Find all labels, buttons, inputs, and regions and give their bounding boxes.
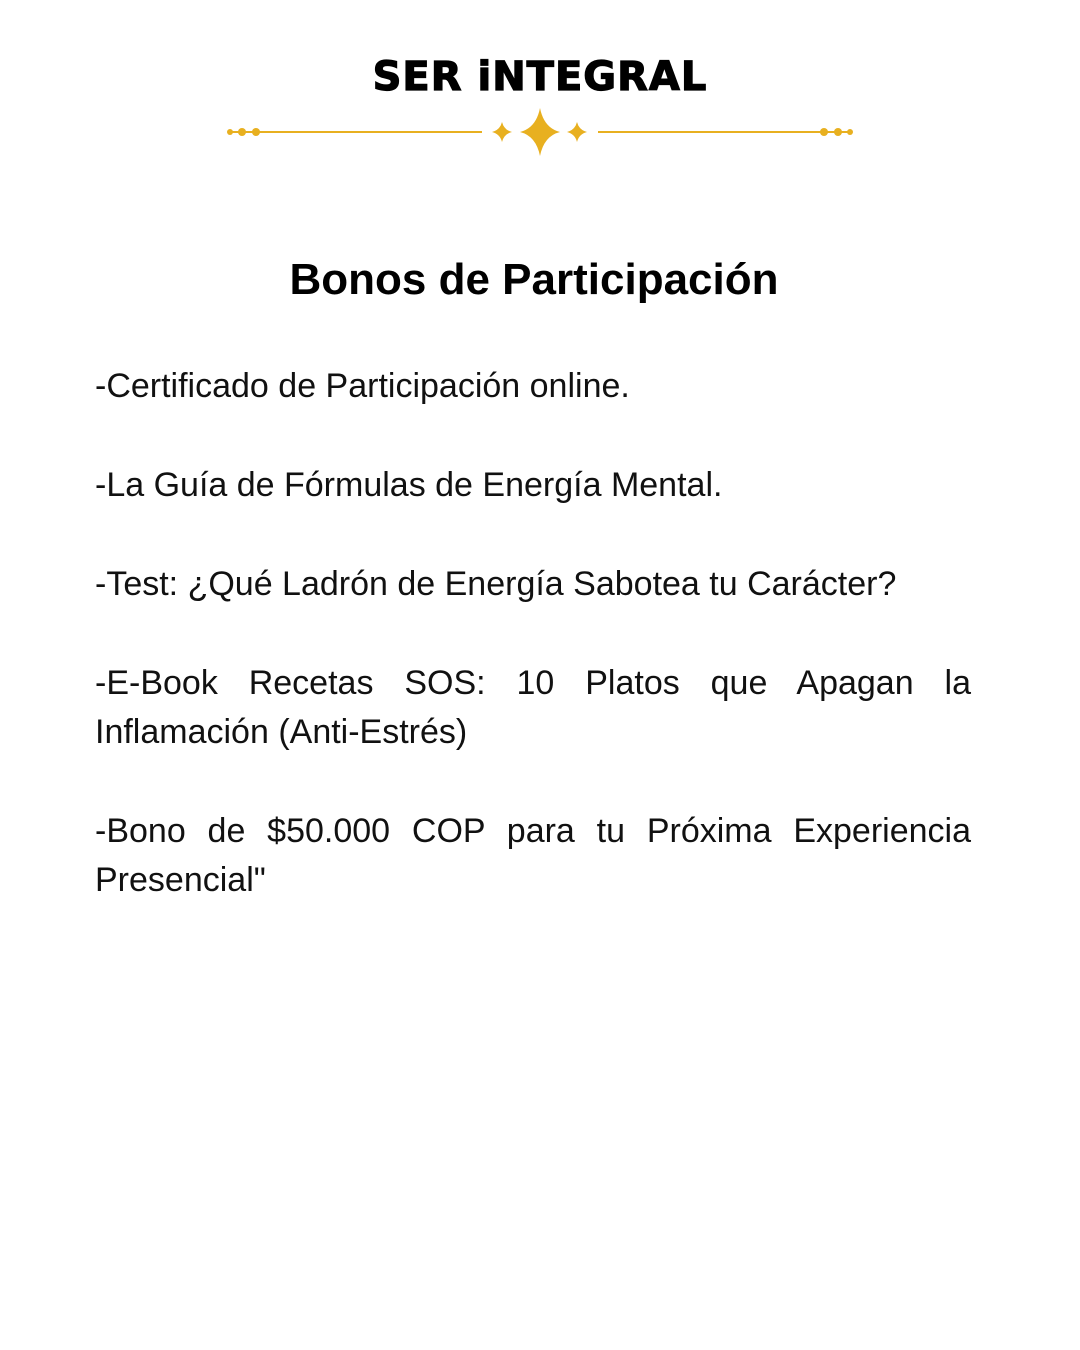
bonus-item-test: -Test: ¿Qué Ladrón de Energía Sabotea tu Carácter? xyxy=(95,565,897,603)
bonus-item-voucher: -Bono de $50.000 COP para tu Próxima Experiencia Presencial" xyxy=(95,812,971,899)
bonus-item-certificate: -Certificado de Participación online. xyxy=(95,367,630,405)
bonus-item-guide: -La Guía de Fórmulas de Energía Mental. xyxy=(95,466,723,504)
page-title: Bonos de Participación xyxy=(289,255,779,304)
bonus-list xyxy=(95,362,971,955)
bonus-item-ebook: -E-Book Recetas SOS: 10 Platos que Apagan la Inflamación (Anti-Estrés) xyxy=(95,664,971,751)
brand-logo-text: SER iNTEGRAL xyxy=(372,54,708,100)
header xyxy=(0,52,1080,102)
sparkle-divider-icon xyxy=(220,106,860,160)
